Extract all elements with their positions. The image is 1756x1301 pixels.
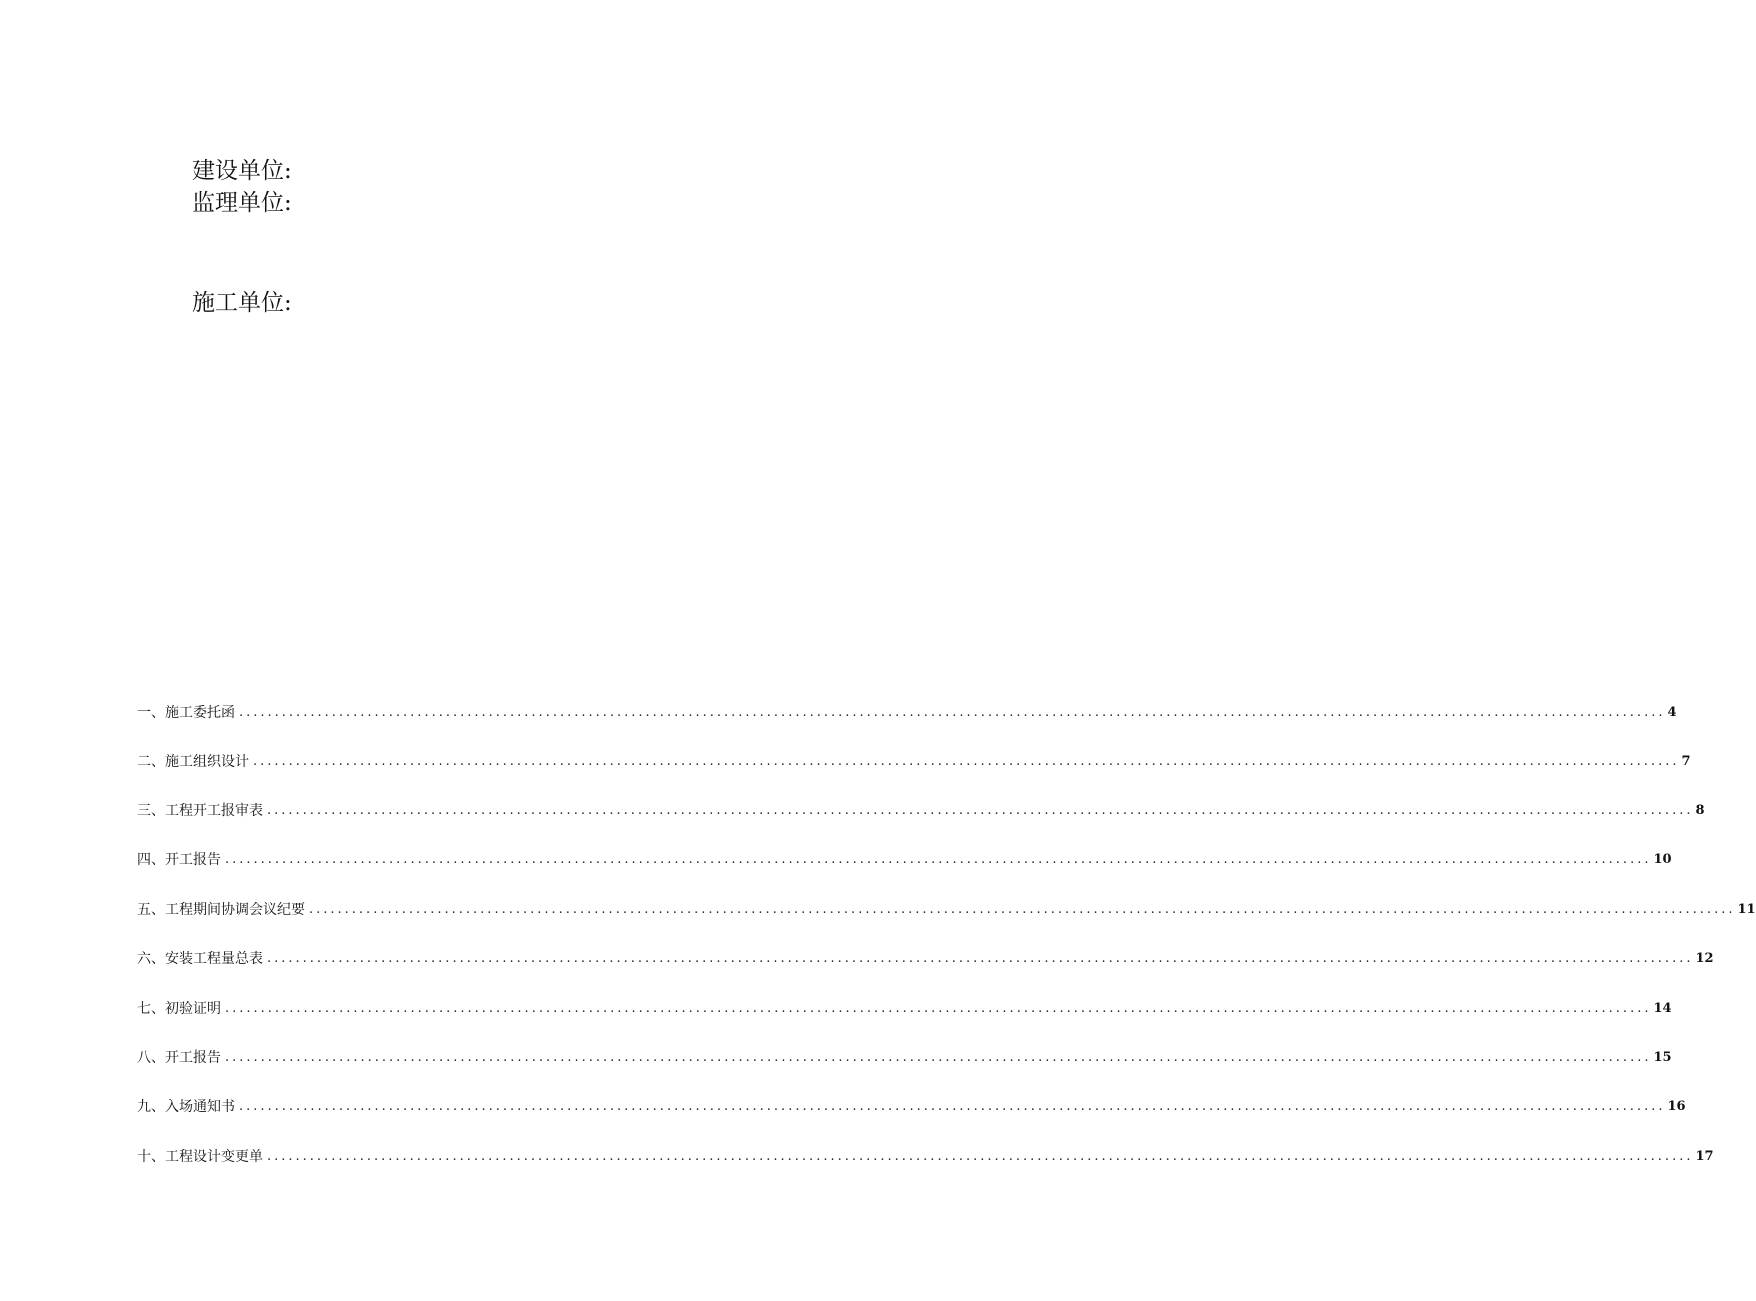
toc-entry-page: 10	[1653, 852, 1672, 867]
toc-leader-dots: ........................................................................................................................................................................................................	[239, 705, 1666, 720]
toc-entry-page: 14	[1653, 1001, 1672, 1016]
toc-entry[interactable]	[137, 897, 1756, 923]
toc-entry-page: 8	[1695, 803, 1705, 818]
toc-entry-title: 九、入场通知书	[137, 1099, 235, 1115]
toc-entry-title: 四、开工报告	[137, 852, 221, 868]
toc-entry-page: 11	[1737, 902, 1756, 917]
toc-leader-dots: ........................................................................................................................................................................................................	[267, 951, 1694, 966]
toc-entry[interactable]	[137, 996, 1672, 1022]
toc-leader-dots: ........................................................................................................................................................................................................	[253, 754, 1680, 769]
toc-entry-page: 4	[1667, 705, 1677, 720]
toc-entry[interactable]	[137, 700, 1677, 726]
toc-entry[interactable]	[137, 1045, 1672, 1071]
toc-leader-dots: ........................................................................................................................................................................................................	[239, 1099, 1666, 1114]
toc-leader-dots: ........................................................................................................................................................................................................	[309, 902, 1736, 917]
toc-entry[interactable]	[137, 749, 1691, 775]
toc-leader-dots: ........................................................................................................................................................................................................	[267, 803, 1694, 818]
toc-entry-title: 六、安装工程量总表	[137, 951, 263, 967]
toc-entry-page: 17	[1695, 1149, 1714, 1164]
toc-entry[interactable]	[137, 798, 1705, 824]
toc-entry-page: 7	[1681, 754, 1691, 769]
toc-entry-title: 十、工程设计变更单	[137, 1149, 263, 1165]
toc-entry-title: 二、施工组织设计	[137, 754, 249, 770]
owner-unit-label: 建设单位:	[192, 158, 292, 184]
toc-leader-dots: ........................................................................................................................................................................................................	[225, 1050, 1652, 1065]
toc-entry[interactable]	[137, 1094, 1686, 1120]
toc-entry-title: 八、开工报告	[137, 1050, 221, 1066]
toc-entry[interactable]	[137, 847, 1672, 873]
toc-entry[interactable]	[137, 1144, 1714, 1170]
toc-entry-page: 12	[1695, 951, 1714, 966]
toc-entry-title: 五、工程期间协调会议纪要	[137, 902, 305, 918]
toc-leader-dots: ........................................................................................................................................................................................................	[225, 852, 1652, 867]
contractor-unit-label: 施工单位:	[192, 290, 292, 316]
toc-entry[interactable]	[137, 946, 1714, 972]
toc-entry-title: 一、施工委托函	[137, 705, 235, 721]
toc-entry-title: 七、初验证明	[137, 1001, 221, 1017]
toc-leader-dots: ........................................................................................................................................................................................................	[267, 1149, 1694, 1164]
supervisor-unit-label: 监理单位:	[192, 190, 292, 216]
toc-leader-dots: ........................................................................................................................................................................................................	[225, 1001, 1652, 1016]
toc-entry-page: 15	[1653, 1050, 1672, 1065]
toc-entry-title: 三、工程开工报审表	[137, 803, 263, 819]
toc-entry-page: 16	[1667, 1099, 1686, 1114]
